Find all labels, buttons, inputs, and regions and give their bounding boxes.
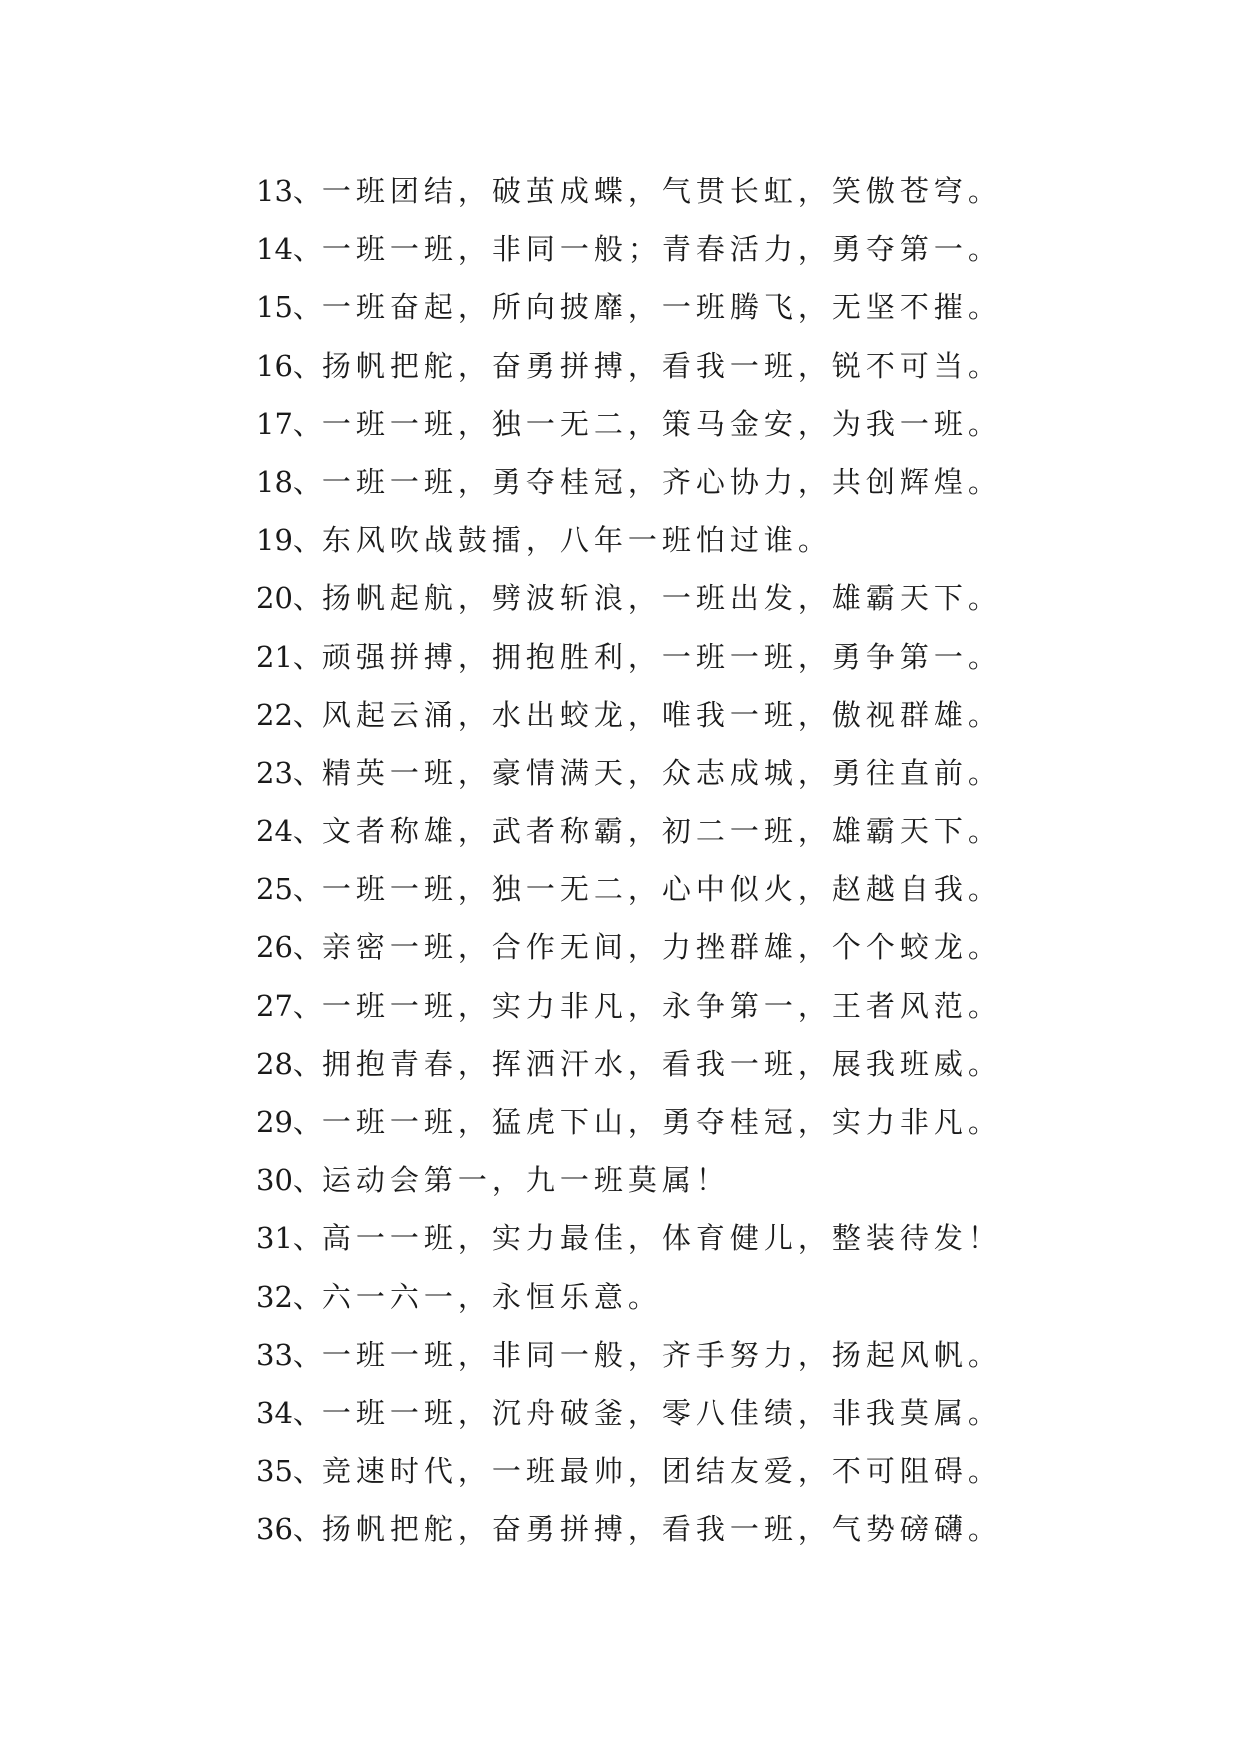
slogan-line [256,802,1002,860]
slogan-number: 34、 [256,1395,322,1430]
slogan-number: 25、 [256,872,322,907]
slogan-number: 24、 [256,814,322,849]
slogan-number: 14、 [256,232,322,267]
slogan-text: 一班一班，实力非凡，永争第一，王者风范。 [321,988,1002,1023]
slogan-text: 一班一班，猛虎下山，勇夺桂冠，实力非凡。 [321,1105,1002,1139]
slogan-number: 21、 [256,639,322,674]
slogan-number: 20、 [256,581,322,616]
slogan-text: 高一一班，实力最佳，体育健儿，整装待发！ [321,1221,1002,1256]
slogan-line [256,220,1002,278]
slogan-number: 18、 [256,464,322,499]
slogan-line [256,1093,1002,1151]
slogan-text: 一班一班，沉舟破釜，零八佳绩，非我莫属。 [321,1395,1002,1430]
slogan-line [256,744,1002,802]
slogan-text: 扬帆把舵，奋勇拼搏，看我一班，锐不可当。 [321,348,1002,383]
slogan-list [256,162,1002,1559]
slogan-line [256,628,1002,686]
slogan-text: 一班一班，独一无二，策马金安，为我一班。 [321,406,1002,441]
slogan-number: 31、 [256,1221,322,1256]
slogan-text: 一班一班，非同一般，齐手努力，扬起风帆。 [321,1337,1002,1372]
slogan-line [256,395,1002,453]
slogan-line [256,569,1002,627]
slogan-text: 顽强拼搏，拥抱胜利，一班一班，勇争第一。 [321,639,1002,674]
slogan-text: 拥抱青春，挥洒汗水，看我一班，展我班威。 [321,1046,1002,1081]
slogan-text: 风起云涌，水出蛟龙，唯我一班，傲视群雄。 [321,697,1002,732]
slogan-line [256,1326,1002,1384]
slogan-line [256,1268,1002,1326]
slogan-number: 32、 [256,1279,322,1314]
slogan-number: 27、 [256,988,322,1023]
slogan-text: 运动会第一，九一班莫属！ [321,1163,730,1198]
slogan-line [256,337,1002,395]
slogan-number: 26、 [256,930,322,965]
slogan-text: 一班团结，破茧成蝶，气贯长虹，笑傲苍穹。 [321,174,1002,208]
slogan-text: 一班一班，独一无二，心中似火，赵越自我。 [321,872,1002,907]
slogan-line [256,1151,1002,1209]
slogan-text: 一班一班，非同一般；青春活力，勇夺第一。 [321,232,1002,267]
slogan-line [256,1500,1002,1558]
slogan-text: 精英一班，豪情满天，众志成城，勇往直前。 [321,755,1002,790]
slogan-line [256,278,1002,336]
slogan-number: 13、 [256,174,322,208]
slogan-line [256,453,1002,511]
slogan-text: 东风吹战鼓擂，八年一班怕过谁。 [321,523,832,558]
slogan-text: 亲密一班，合作无间，力挫群雄，个个蛟龙。 [321,930,1002,965]
slogan-text: 扬帆起航，劈波斩浪，一班出发，雄霸天下。 [321,581,1002,616]
slogan-number: 19、 [256,523,322,558]
slogan-line [256,1384,1002,1442]
slogan-line [256,511,1002,569]
slogan-text: 文者称雄，武者称霸，初二一班，雄霸天下。 [321,814,1002,849]
slogan-line [256,977,1002,1035]
slogan-number: 22、 [256,697,322,732]
slogan-text: 一班奋起，所向披靡，一班腾飞，无坚不摧。 [321,290,1002,325]
slogan-number: 35、 [256,1454,322,1489]
slogan-line [256,1035,1002,1093]
slogan-text: 竞速时代，一班最帅，团结友爱，不可阻碍。 [321,1454,1002,1489]
slogan-line [256,918,1002,976]
slogan-number: 29、 [256,1105,322,1139]
slogan-line [256,860,1002,918]
slogan-number: 15、 [256,290,322,325]
slogan-line [256,1442,1002,1500]
slogan-text: 六一六一，永恒乐意。 [321,1279,662,1314]
slogan-text: 扬帆把舵，奋勇拼搏，看我一班，气势磅礴。 [321,1512,1002,1547]
slogan-line [256,686,1002,744]
slogan-line [256,1209,1002,1267]
slogan-number: 23、 [256,755,322,790]
slogan-text: 一班一班，勇夺桂冠，齐心协力，共创辉煌。 [321,464,1002,499]
slogan-number: 30、 [256,1163,322,1198]
slogan-line [256,162,1002,220]
slogan-number: 33、 [256,1337,322,1372]
slogan-number: 28、 [256,1046,322,1081]
slogan-number: 36、 [256,1512,322,1547]
slogan-number: 16、 [256,348,322,383]
slogan-number: 17、 [256,406,322,441]
